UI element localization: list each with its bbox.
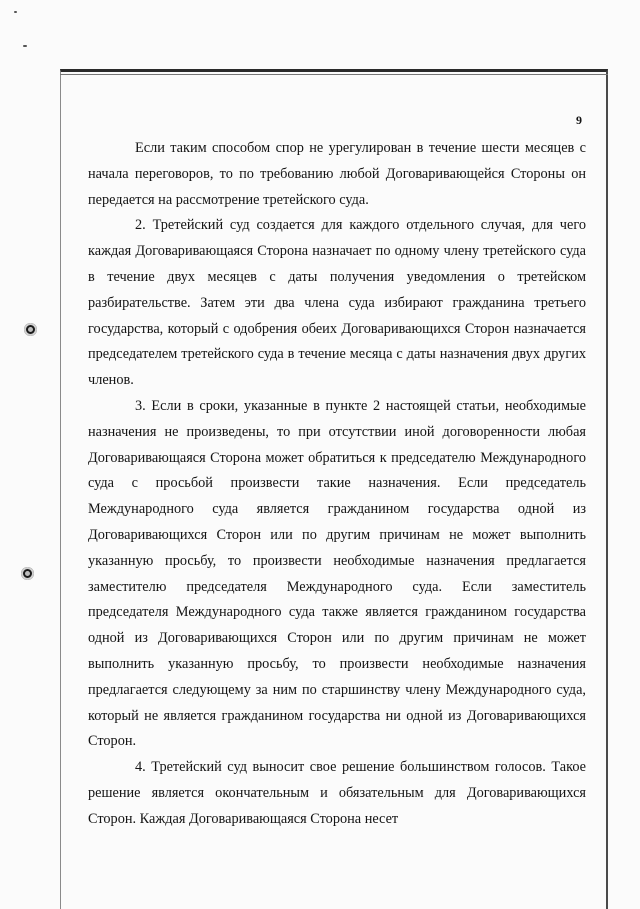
document-body — [88, 136, 586, 833]
page-number: 9 — [576, 113, 582, 127]
paragraph: 3. Если в сроки, указанные в пункте 2 настоящей статьи, необходимые назначения не произведены, то при отсутствии иной договоренности любая Договаривающаяся Сторона может обратиться к председателю Международного суда с просьбой произвести такие назначения. Если председатель Международного суда является гражданином государства одной из Договаривающихся Сторон или по другим причинам не может выполнить указанную просьбу, то произвести необходимые назначения предлагается заместителю председателя Международного суда. Если заместитель председателя Международного суда также является гражданином государства одной из Договаривающихся Сторон или по другим причинам не может выполнить указанную просьбу, то произвести необходимые назначения предлагается следующему за ним по старшинству члену Международного суда, который не является гражданином государства ни одной из Договаривающихся Сторон. — [88, 397, 586, 750]
paragraph: 2. Третейский суд создается для каждого отдельного случая, для чего каждая Договаривающаяся Сторона назначает по одному члену третейского суда в течение двух месяцев с даты получения уведомления о третейском разбирательстве. Затем эти два члена суда избирают гражданина третьего государства, который с одобрения обеих Договаривающихся Сторон назначается председателем третейского суда в течение месяца с даты назначения двух других членов. — [88, 217, 586, 389]
scan-speck — [14, 11, 17, 13]
paragraph: 4. Третейский суд выносит свое решение большинством голосов. Такое решение является окончательным и обязательным для Договаривающихся Сторон. Каждая Договаривающаяся Сторона несет — [88, 759, 586, 827]
paragraph: Если таким способом спор не урегулирован в течение шести месяцев с начала переговоров, то по требованию любой Договаривающейся Стороны он передается на рассмотрение третейского суда. — [88, 140, 586, 208]
binder-hole-icon — [21, 567, 34, 580]
binder-hole-icon — [24, 323, 37, 336]
scan-speck — [23, 45, 27, 47]
page-frame-inner-rule — [60, 74, 608, 75]
